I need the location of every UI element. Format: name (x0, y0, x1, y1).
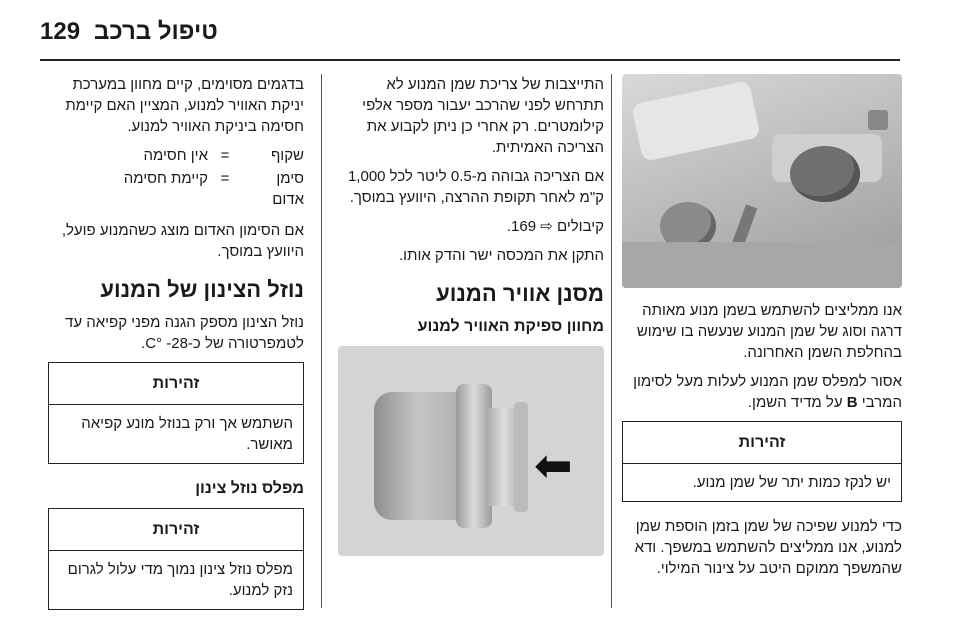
coolant-heading: נוזל הצינון של המנוע (100, 277, 304, 302)
caution-title: זהירות (49, 363, 303, 405)
photo-engine-cover (622, 242, 902, 288)
caution-box-antifreeze (48, 362, 304, 464)
coolant-level-subheading: מפלס נוזל צינון (195, 480, 304, 497)
indicator-lip (514, 402, 528, 512)
capacities-reference[interactable]: קיבולים ⇨ 169. (506, 218, 604, 235)
high-consumption-paragraph: אם הצריכה גבוהה מ-0.5 ליטר לכל 1,000 ק"מ לאחר תקופת ההרצה, היוועץ במוסך. (347, 168, 604, 206)
caution-body: מפלס נוזל צינון נמוך מדי עלול לגרום נזק למנוע. (67, 561, 293, 599)
legend-equals: = (220, 147, 230, 164)
legend-equals: = (220, 170, 230, 187)
oil-filler-cap (790, 146, 860, 202)
air-filter-heading: מסנן אוויר המנוע (436, 281, 604, 306)
engine-bay-photo (622, 74, 902, 288)
funnel-paragraph: כדי למנוע שפיכה של שמן בזמן הוספת שמן למנוע, אנו ממליצים להשתמש במשפך. ודא שהמשפך ממוקם היטב על צינור המילוי. (634, 518, 902, 577)
legend-meaning: קיימת חסימה (123, 170, 208, 187)
photo-clip (868, 110, 888, 130)
left-column (48, 74, 304, 624)
oil-level-text-end: על מדיד השמן. (747, 394, 843, 411)
legend-row (48, 145, 304, 166)
indicator-description: בדגמים מסוימים, קיים מחוון במערכת יניקת האוויר למנוע, המציין האם קיימת חסימה ביניקת האוויר למנוע. (65, 76, 304, 135)
page-number: 129 (40, 18, 81, 45)
photo-hose (631, 80, 760, 162)
oil-level-text: אסור למפלס שמן המנוע לעלות מעל לסימון המרבי (633, 373, 902, 411)
caution-body: יש לנקז כמות יתר של שמן מנוע. (692, 474, 891, 491)
coolant-paragraph: נוזל הצינון מספק הגנה מפני קפיאה עד לטמפרטורה של כ-28- °C. (65, 314, 304, 352)
chapter-title: טיפול ברכב (94, 18, 218, 45)
column-divider (321, 74, 322, 608)
legend-meaning: אין חסימה (143, 147, 208, 164)
red-mark-paragraph: אם הסימון האדום מוצג כשהמנוע פועל, היוועץ במוסך. (61, 222, 304, 260)
arrow-left-icon: ⬅ (534, 439, 573, 491)
consumption-paragraph: התייצבות של צריכת שמן המנוע לא תתרחש לפני שהרכב יעבור מספר אלפי קילומטרים. רק אחרי כן ניתן לקבוע את הצריכה האמיתית. (362, 76, 604, 156)
airflow-indicator-photo (338, 346, 604, 556)
cap-install-paragraph: התקן את המכסה ישר והדק אותו. (399, 247, 604, 264)
page-header (40, 14, 920, 50)
airflow-indicator-subheading: מחוון ספיקת האוויר למנוע (417, 318, 604, 335)
caution-box-coolant-level (48, 508, 304, 610)
caution-body: השתמש אך ורק בנוזל מונע קפיאה מאושר. (81, 415, 293, 453)
middle-column (338, 74, 604, 556)
caution-box-overfill (622, 421, 902, 502)
caution-title: זהירות (49, 509, 303, 551)
right-column (622, 74, 902, 587)
oil-grade-paragraph: אנו ממליצים להשתמש בשמן מנוע מאותה דרגה וסוג של שמן המנוע שנעשה בו שימוש בהחלפת השמן האחרונה. (636, 302, 902, 361)
max-mark-label: B (846, 394, 858, 411)
legend-term: סימן אדום (272, 170, 304, 208)
legend-row (48, 168, 304, 210)
column-divider (611, 74, 612, 608)
legend-term: שקוף (270, 147, 304, 164)
header-divider (40, 59, 900, 61)
caution-title: זהירות (623, 422, 901, 464)
oil-level-paragraph (622, 371, 902, 413)
